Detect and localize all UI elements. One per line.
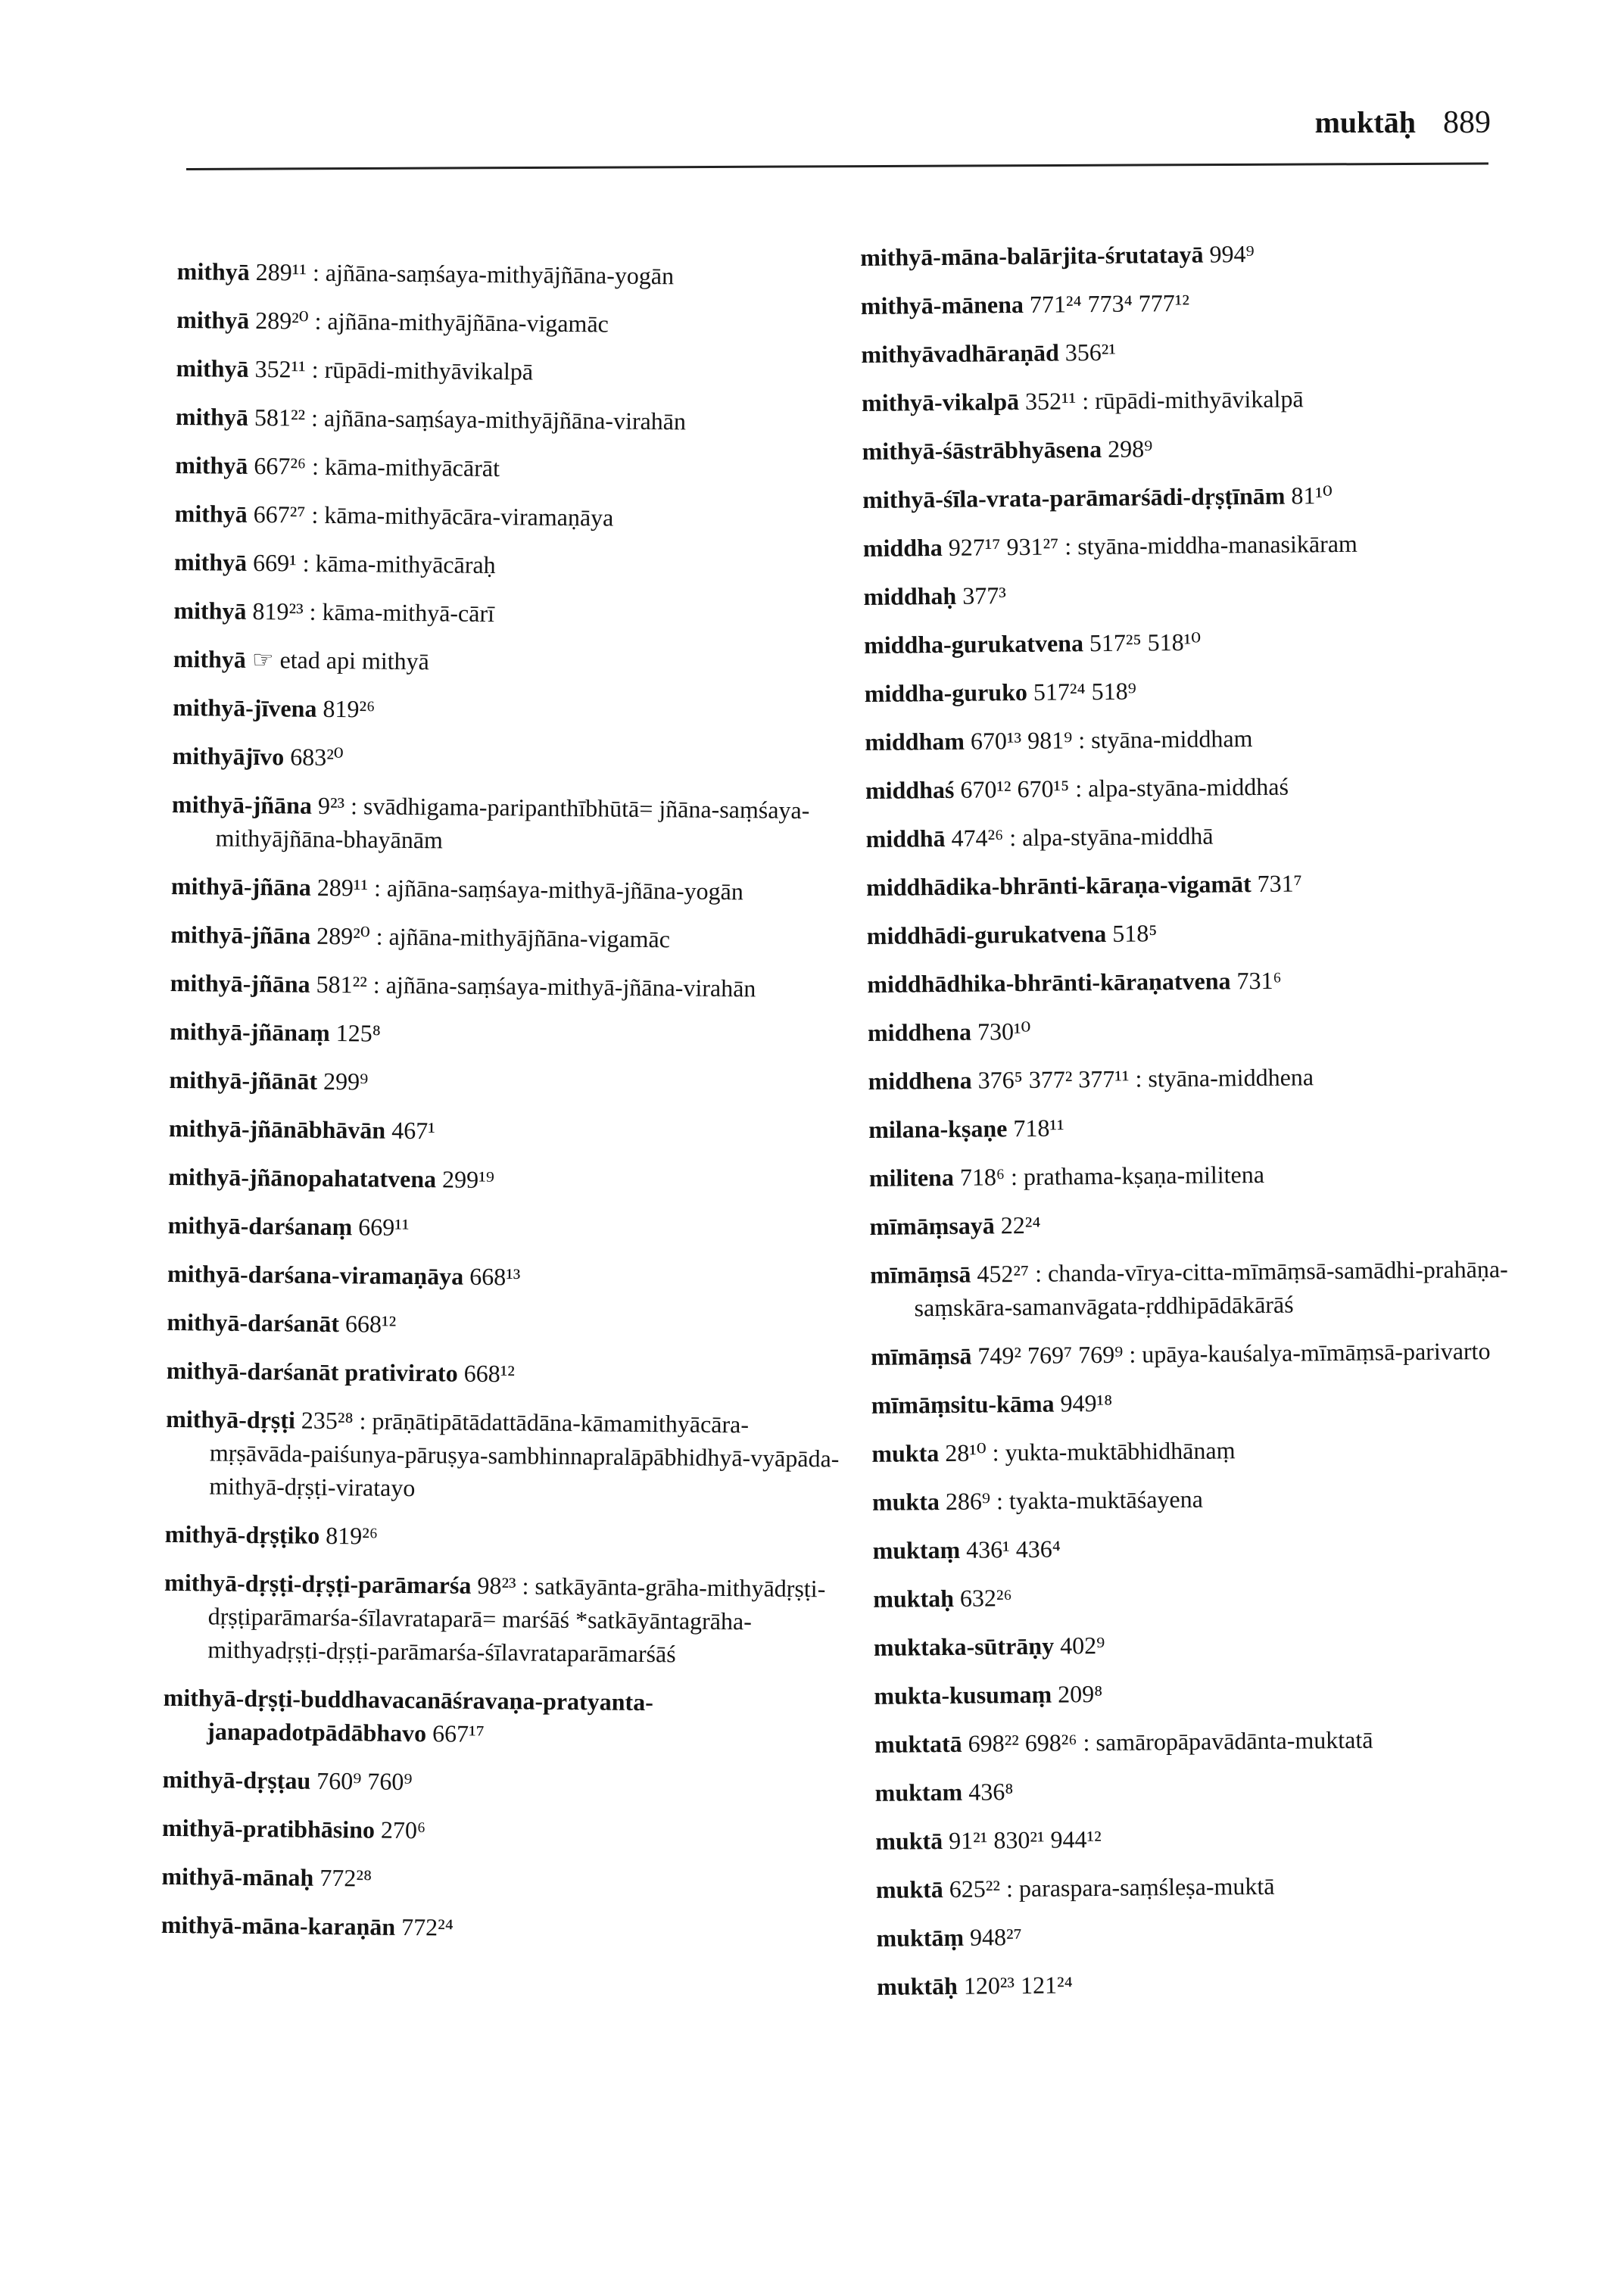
entry-headword: mithyā-jñānopahatatvena	[168, 1162, 437, 1193]
index-entry	[873, 1576, 1554, 1616]
entry-separator: :	[344, 792, 364, 820]
index-entry	[173, 642, 855, 682]
index-entry	[169, 1111, 850, 1152]
entry-gloss: ajñāna-saṃśaya-mithyājñāna-virahān	[323, 404, 687, 435]
entry-refs: 299⁹	[323, 1067, 369, 1096]
entry-gloss: svādhigama-paripanthībhūtā= jñāna-saṃśaya-mithyājñāna-bhayānām	[215, 792, 810, 854]
entry-headword: mithyā-dṛṣṭi-buddhavacanāśravaṇa-pratyanta-janapadotpādābhavo	[163, 1683, 654, 1747]
entry-refs: 452²⁷	[977, 1259, 1030, 1288]
index-entry	[176, 351, 857, 391]
entry-gloss: paraspara-saṃśleṣa-muktā	[1018, 1872, 1275, 1903]
entry-headword: mithyā-dṛṣṭiko	[164, 1519, 320, 1549]
entry-headword: mukta	[871, 1439, 940, 1467]
index-entry	[865, 815, 1547, 856]
entry-headword: mithyā-mānaḥ	[161, 1862, 314, 1891]
entry-headword: mīmāṃsitu-kāma	[871, 1389, 1055, 1419]
entry-headword: middhādika-bhrānti-kāraṇa-vigamāt	[866, 870, 1252, 901]
index-entry	[163, 1681, 845, 1754]
entry-headword: mithyā	[175, 450, 248, 479]
index-entry	[874, 1721, 1556, 1761]
entry-refs: 683²⁰	[290, 743, 344, 771]
entry-separator: :	[367, 874, 388, 902]
entry-headword: middhaś	[865, 775, 955, 804]
entry-refs: 698²² 698²⁶	[968, 1728, 1077, 1757]
index-entry	[167, 1257, 849, 1297]
entry-refs: 667¹⁷	[432, 1719, 485, 1747]
entry-refs: 289²⁰	[254, 306, 309, 335]
index-entry	[173, 690, 854, 731]
entry-refs: 22²⁴	[1000, 1211, 1041, 1239]
index-entry	[871, 1382, 1553, 1422]
entry-headword: muktatā	[874, 1729, 962, 1758]
entry-separator: :	[990, 1487, 1010, 1515]
entry-headword: middhaḥ	[863, 581, 957, 610]
right-column	[860, 234, 1558, 2018]
entry-gloss: kāma-mithyācāraḥ	[315, 549, 496, 579]
entry-gloss: rūpādi-mithyāvikalpā	[1094, 385, 1304, 415]
index-entry	[862, 476, 1544, 516]
index-entry	[161, 1859, 843, 1900]
entry-headword: middhena	[868, 1066, 972, 1095]
entry-refs: 749² 769⁷ 769⁹	[977, 1340, 1124, 1370]
index-entry	[874, 1672, 1555, 1713]
entry-separator: :	[353, 1407, 372, 1435]
index-entry	[171, 787, 853, 861]
entry-separator: :	[304, 404, 325, 432]
entry-refs: 377³	[962, 581, 1007, 609]
entry-gloss: prāṇātipātādattādāna-kāmamithyācāra-mṛṣāvāda-paiśunya-pāruṣya-sambhinnapralāpābhidhyā-vyāpāda-mithyā-dṛṣṭi-viratayo	[209, 1407, 840, 1502]
index-entry	[167, 1305, 848, 1345]
index-entry	[868, 1009, 1549, 1049]
entry-headword: mithyā-jñānāt	[169, 1065, 318, 1095]
entry-headword: mithyā	[173, 644, 247, 673]
entry-refs: 581²²	[254, 403, 306, 432]
index-entry	[872, 1479, 1554, 1519]
entry-headword: mithyā-darśanāt	[167, 1308, 340, 1338]
entry-headword: muktam	[874, 1778, 963, 1806]
index-entry	[876, 1915, 1557, 1955]
entry-refs: 668¹²	[463, 1359, 516, 1388]
index-entry	[170, 1015, 851, 1055]
entry-refs: 718¹¹	[1013, 1114, 1064, 1142]
entry-separator: :	[305, 500, 325, 528]
entry-headword: mithyā-mānena	[860, 290, 1024, 319]
entry-separator: :	[303, 597, 323, 625]
index-entry	[860, 234, 1541, 274]
index-entry	[167, 1354, 848, 1394]
entry-refs: 91²¹ 830²¹ 944¹²	[949, 1825, 1102, 1854]
entry-separator: :	[1028, 1259, 1049, 1287]
entry-headword: muktāṃ	[876, 1923, 965, 1952]
entry-refs: 632²⁶	[959, 1584, 1012, 1612]
index-entry	[165, 1402, 847, 1509]
index-entry	[867, 912, 1548, 952]
entry-headword: muktāḥ	[876, 1971, 959, 2000]
entry-headword: middhādhika-bhrānti-kāraṇatvena	[867, 967, 1231, 998]
index-entry	[874, 1624, 1555, 1664]
entry-headword: mukta	[871, 1488, 940, 1516]
entry-headword: mithyā-jñāna	[170, 920, 311, 949]
index-entry	[167, 1208, 849, 1248]
entry-headword: mithyā-darśana-viramaṇāya	[167, 1259, 464, 1290]
entry-refs: 436⁸	[968, 1778, 1014, 1806]
index-entry	[861, 282, 1542, 323]
entry-headword: mithyā-śāstrābhyāsena	[862, 435, 1102, 465]
index-entry	[868, 1058, 1549, 1098]
index-entry	[175, 497, 856, 537]
entry-refs: 670¹³ 981⁹	[970, 726, 1073, 755]
entry-refs: 235²⁸	[301, 1406, 354, 1435]
entry-refs: 436¹ 436⁴	[965, 1535, 1061, 1563]
entry-headword: mithyā	[174, 499, 248, 528]
entry-separator: :	[1123, 1340, 1142, 1368]
entry-headword: mithyājīvo	[172, 741, 285, 771]
entry-gloss: ajñāna-saṃśaya-mithyā-jñāna-virahān	[385, 971, 756, 1002]
entry-separator: :	[369, 922, 389, 950]
index-entry	[875, 1818, 1557, 1858]
entry-refs: 819²⁶	[323, 694, 376, 723]
index-entry	[173, 594, 855, 634]
entry-refs: 289¹¹	[316, 873, 369, 902]
entry-gloss: alpa-styāna-middhaś	[1088, 772, 1289, 803]
entry-refs: 668¹²	[344, 1310, 397, 1338]
entry-headword: mīmāṃsayā	[869, 1211, 995, 1240]
index-entry	[162, 1811, 843, 1851]
entry-refs: 209⁸	[1057, 1680, 1103, 1708]
entry-refs: 771²⁴ 773⁴ 777¹²	[1029, 288, 1190, 318]
entry-headword: mithyā-pratibhāsino	[161, 1813, 376, 1844]
entry-headword: milana-kṣaṇe	[868, 1114, 1008, 1143]
entry-refs: 352¹¹	[254, 354, 306, 383]
entry-gloss: rūpādi-mithyāvikalpā	[324, 355, 534, 385]
index-entry	[865, 767, 1547, 807]
index-entry	[164, 1566, 846, 1672]
entry-refs: 518⁵	[1112, 919, 1158, 947]
entry-headword: mithyā	[176, 257, 250, 285]
entry-separator: :	[1058, 532, 1078, 560]
entry-headword: mithyā-jñāna	[170, 968, 310, 998]
entry-separator: :	[1003, 823, 1023, 852]
entry-refs: 81¹⁰	[1291, 482, 1333, 510]
index-entry	[876, 1866, 1557, 1906]
entry-refs: ☞ etad api mithyā	[251, 645, 429, 675]
index-entry	[162, 1763, 843, 1803]
entry-headword: mithyā	[176, 354, 249, 382]
entry-refs: 125⁸	[335, 1019, 382, 1047]
entry-refs: 667²⁷	[253, 500, 306, 528]
index-entry	[862, 428, 1543, 468]
entry-refs: 949¹⁸	[1060, 1389, 1113, 1417]
entry-separator: :	[1076, 387, 1096, 415]
index-entry	[177, 254, 859, 295]
entry-headword: muktaka-sūtrāṇy	[873, 1632, 1055, 1661]
index-entry	[867, 961, 1548, 1001]
entry-separator: :	[1077, 1728, 1096, 1756]
entry-refs: 120²³ 121²⁴	[963, 1971, 1073, 1999]
index-entry	[869, 1203, 1551, 1243]
entry-gloss: styāna-middhena	[1148, 1063, 1314, 1092]
entry-headword: mithyā-māna-balārjita-śrutatayā	[860, 240, 1204, 271]
entry-headword: mithyā-vikalpā	[861, 387, 1020, 416]
entry-gloss: kāma-mithyā-cārī	[322, 597, 495, 628]
entry-headword: mithyā	[175, 402, 249, 431]
entry-headword: mithyā-dṛṣṭi-dṛṣṭi-parāmarśa	[164, 1568, 472, 1599]
entry-separator: :	[305, 452, 326, 480]
entry-gloss: ajñāna-mithyājñāna-vigamāc	[388, 922, 671, 953]
entry-headword: mithyā	[176, 305, 250, 334]
index-entry	[174, 545, 856, 585]
entry-separator: :	[516, 1572, 535, 1600]
entry-separator: :	[1072, 726, 1092, 754]
entry-headword: mithyā-śīla-vrata-parāmarśādi-dṛṣṭīnām	[862, 482, 1286, 513]
entry-refs: 670¹² 670¹⁵	[960, 775, 1070, 803]
entry-headword: middha	[862, 533, 943, 562]
entry-separator: :	[1004, 1162, 1024, 1191]
entry-separator: :	[308, 307, 328, 335]
left-column	[161, 254, 859, 1963]
entry-headword: middhena	[867, 1018, 972, 1046]
entry-refs: 948²⁷	[969, 1923, 1022, 1951]
entry-refs: 772²⁸	[320, 1863, 372, 1892]
entry-separator: :	[296, 549, 316, 577]
entry-refs: 718⁶	[959, 1163, 1005, 1191]
entry-refs: 402⁹	[1059, 1631, 1105, 1660]
entry-gloss: satkāyānta-grāha-mithyādṛṣṭi-dṛṣṭiparāmarśa-śīlavrataparā= marśāś *satkāyāntagrāha-mithyadṛṣṭi-dṛṣṭi-parāmarśa-śīlavrataparāmarśāś	[207, 1572, 826, 1668]
entry-refs: 467¹	[391, 1116, 435, 1145]
entry-refs: 517²⁴ 518⁹	[1033, 677, 1136, 706]
index-entry	[863, 573, 1545, 613]
entry-headword: mukta-kusumaṃ	[874, 1680, 1052, 1710]
index-entry	[871, 1430, 1553, 1470]
entry-headword: muktaḥ	[873, 1584, 955, 1613]
entry-refs: 772²⁴	[401, 1912, 454, 1941]
entry-gloss: yukta-muktābhidhānaṃ	[1005, 1436, 1236, 1466]
entry-gloss: ajñāna-mithyājñāna-vigamāc	[327, 307, 609, 338]
entry-refs: 376⁵ 377² 377¹¹	[977, 1064, 1130, 1094]
entry-gloss: upāya-kauśalya-mīmāṃsā-parivarto	[1142, 1337, 1491, 1368]
entry-headword: muktā	[875, 1827, 943, 1855]
index-entry	[862, 379, 1543, 419]
entry-refs: 669¹	[252, 548, 297, 577]
index-entry	[865, 718, 1546, 759]
entry-headword: mithyā-dṛṣṭi	[166, 1404, 296, 1434]
entry-headword: mithyā	[173, 547, 248, 576]
index-entry	[863, 525, 1545, 565]
index-entry	[869, 1155, 1551, 1195]
entry-gloss: ajñāna-saṃśaya-mithyājñāna-yogān	[325, 258, 675, 290]
entry-gloss: kāma-mithyācāra-viramaṇāya	[324, 500, 614, 531]
index-entry	[165, 1517, 846, 1557]
entry-separator: :	[1069, 775, 1089, 803]
entry-gloss: alpa-styāna-middhā	[1021, 821, 1214, 851]
entry-headword: mithyā-darśanaṃ	[167, 1211, 353, 1241]
entry-refs: 356²¹	[1064, 338, 1117, 366]
entry-headword: mīmāṃsā	[869, 1260, 971, 1289]
entry-refs: 760⁹ 760⁹	[316, 1766, 413, 1796]
entry-separator: :	[986, 1438, 1005, 1466]
entry-headword: mithyā-dṛṣṭau	[162, 1765, 311, 1794]
entry-headword: mithyā-jñāna	[170, 871, 312, 901]
index-entry	[870, 1251, 1552, 1325]
entry-separator: :	[999, 1875, 1020, 1903]
entry-refs: 286⁹	[945, 1487, 991, 1515]
entry-headword: mithyā-jñānābhāvān	[168, 1114, 386, 1144]
entry-separator: :	[306, 258, 326, 286]
index-entry	[868, 1106, 1550, 1146]
entry-refs: 819²⁶	[326, 1521, 379, 1550]
entry-refs: 289²⁰	[316, 921, 370, 950]
entry-refs: 98²³	[477, 1571, 516, 1600]
entry-gloss: styāna-middham	[1090, 725, 1253, 754]
index-entry	[865, 670, 1546, 710]
index-entry	[172, 739, 853, 779]
entry-refs: 352¹¹	[1024, 387, 1077, 415]
entry-refs: 517²⁵ 518¹⁰	[1089, 628, 1202, 657]
entry-headword: middha-guruko	[864, 678, 1028, 707]
index-entry	[161, 1908, 843, 1948]
index-entry	[877, 1963, 1558, 2003]
entry-refs: 625²²	[949, 1875, 1001, 1903]
entry-refs: 668¹³	[469, 1262, 521, 1291]
entry-headword: mithyāvadhāraṇād	[861, 338, 1059, 368]
entry-headword: mithyā-jñāna	[171, 790, 313, 819]
entry-refs: 994⁹	[1209, 240, 1255, 268]
entry-refs: 298⁹	[1107, 435, 1153, 463]
entry-refs: 731⁶	[1236, 966, 1282, 995]
entry-refs: 474²⁶	[951, 824, 1004, 852]
entry-headword: mithyā-māna-karaṇān	[161, 1910, 396, 1940]
entry-gloss: tyakta-muktāśayena	[1008, 1485, 1203, 1515]
entry-refs: 667²⁶	[254, 451, 307, 480]
entry-headword: militena	[868, 1163, 955, 1192]
entry-separator: :	[1129, 1064, 1149, 1092]
index-entry	[168, 1160, 849, 1200]
entry-gloss: ajñāna-saṃśaya-mithyā-jñāna-yogān	[386, 874, 744, 905]
entry-refs: 731⁷	[1257, 869, 1303, 898]
index-entry	[169, 1063, 850, 1103]
entry-refs: 270⁶	[380, 1816, 426, 1844]
entry-headword: mithyā-jīvena	[173, 693, 317, 722]
entry-gloss: samāropāpavādānta-muktatā	[1096, 1725, 1373, 1756]
index-entry	[874, 1769, 1556, 1809]
index-entry	[175, 448, 856, 488]
entry-headword: mithyā	[173, 596, 247, 625]
entry-gloss: kāma-mithyācārāt	[324, 452, 500, 482]
index-entry	[864, 622, 1545, 662]
header-rule	[186, 162, 1488, 170]
entry-headword: mīmāṃsā	[870, 1342, 972, 1370]
entry-headword: mithyā-jñānaṃ	[169, 1017, 330, 1046]
index-entry	[170, 966, 852, 1006]
entry-gloss: chanda-vīrya-citta-mīmāṃsā-samādhi-prahāṇa-saṃskāra-samanvāgata-ṛddhipādākārāś	[914, 1255, 1508, 1322]
entry-separator: :	[366, 971, 386, 999]
index-entry	[170, 918, 852, 958]
index-entry	[866, 864, 1548, 904]
entry-refs: 581²²	[316, 970, 368, 999]
entry-refs: 9²³	[317, 791, 345, 820]
entry-refs: 927¹⁷ 931²⁷	[948, 532, 1059, 561]
index-entry	[861, 331, 1542, 371]
index-entry	[176, 303, 858, 343]
index-entry	[176, 400, 857, 440]
entry-headword: muktaṃ	[872, 1535, 961, 1564]
running-head: muktāḥ	[1314, 105, 1416, 139]
entry-gloss: prathama-kṣaṇa-militena	[1023, 1160, 1265, 1190]
entry-headword: middhādi-gurukatvena	[866, 919, 1107, 949]
entry-headword: middha-gurukatvena	[863, 629, 1084, 659]
entry-refs: 289¹¹	[255, 257, 307, 286]
index-entry	[871, 1333, 1552, 1373]
entry-headword: mithyā-darśanāt prativirato	[166, 1356, 458, 1387]
entry-refs: 299¹⁹	[441, 1165, 495, 1194]
entry-refs: 669¹¹	[358, 1213, 410, 1241]
entry-gloss: styāna-middha-manasikāram	[1077, 529, 1358, 560]
entry-refs: 730¹⁰	[977, 1017, 1031, 1046]
entry-headword: middham	[865, 727, 965, 756]
entry-separator: :	[305, 355, 325, 383]
index-entry	[872, 1527, 1554, 1567]
entry-refs: 819²³	[252, 597, 304, 625]
page-header	[1315, 104, 1491, 141]
page-number: 889	[1443, 105, 1491, 140]
entry-headword: middhā	[865, 824, 946, 852]
index-entry	[171, 869, 853, 909]
entry-refs: 28¹⁰	[945, 1438, 987, 1466]
entry-headword: muktā	[875, 1875, 943, 1903]
